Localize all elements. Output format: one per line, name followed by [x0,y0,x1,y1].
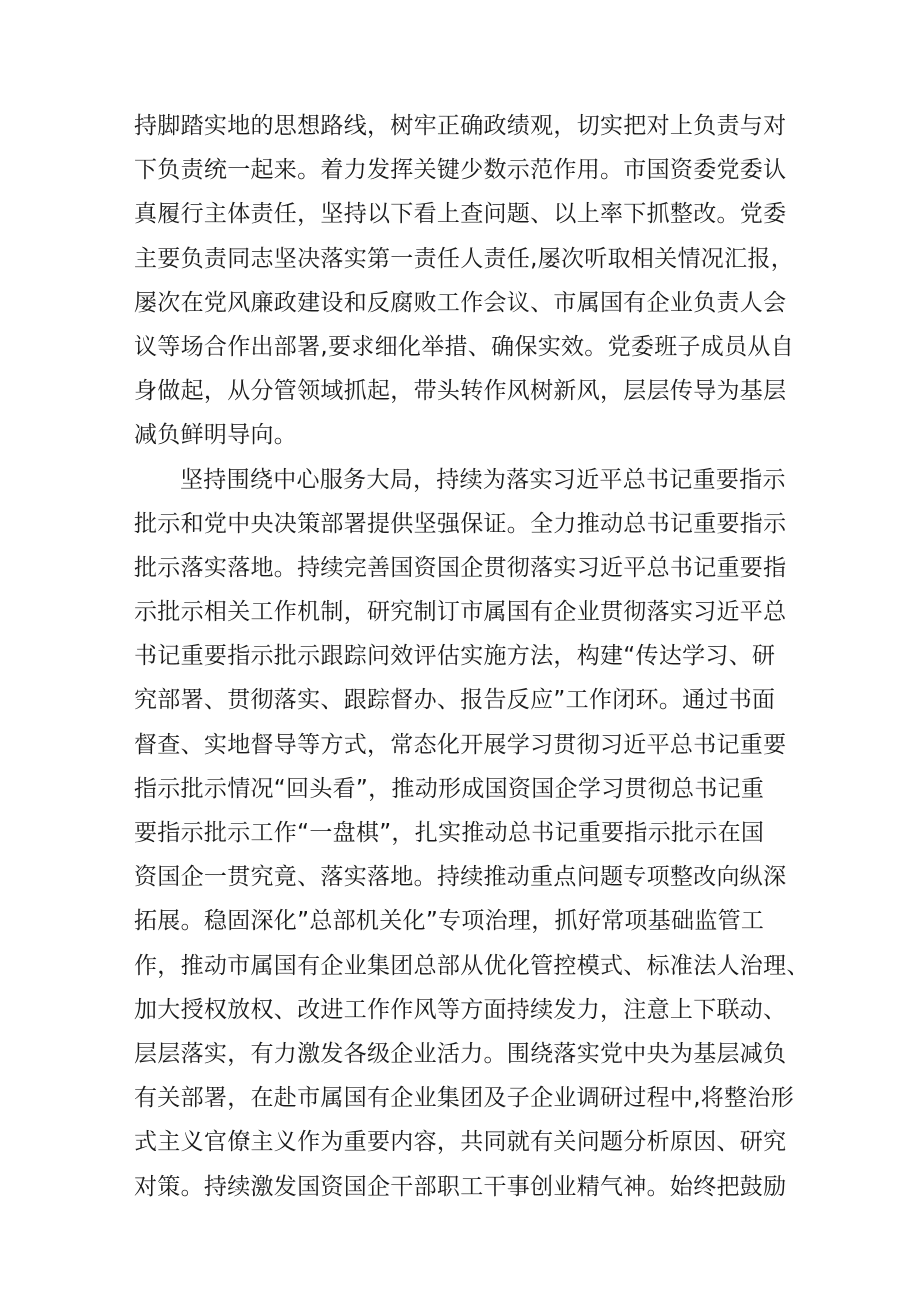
text-line-4: 主要负责同志坚决落实第一责任人责任,屡次听取相关情况汇报， [134,245,795,272]
text-line-9: 坚持围绕中心服务大局，持续为落实习近平总书记重要指示 [180,466,786,493]
text-line-21: 加大授权放权、改进工作作风等方面持续发力，注意上下联动、 [134,996,787,1023]
text-line-13: 书记重要指示批示跟踪问效评估实施方法，构建“传达学习、研 [134,643,776,670]
text-line-3: 真履行主体责任，坚持以下看上查问题、以上率下抓整改。党委 [134,201,787,228]
text-line-14: 究部署、贯彻落实、跟踪督办、报告反应”工作闭环。通过书面 [134,687,776,714]
body-text [134,104,810,1209]
text-line-6: 议等场合作出部署,要求细化举措、确保实效。党委班子成员从自 [134,333,795,360]
text-line-25: 对策。持续激发国资国企干部职工干事创业精气神。始终把鼓励 [134,1173,787,1200]
text-line-22: 层层落实，有力激发各级企业活力。围绕落实党中央为基层减负 [134,1040,787,1067]
text-line-12: 示批示相关工作机制，研究制订市属国有企业贯彻落实习近平总 [134,599,787,626]
text-line-19: 拓展。稳固深化”总部机关化”专项治理，抓好常项基础监管工 [134,908,765,935]
text-line-5: 屡次在党风廉政建设和反腐败工作会议、市属国有企业负责人会 [134,289,787,316]
text-line-2: 下负责统一起来。着力发挥关键少数示范作用。市国资委党委认 [134,157,787,184]
text-line-17: 要指示批示工作“一盘棋”，扎实推动总书记重要指示批示在国 [134,820,765,846]
text-line-7: 身做起，从分管领域抓起，带头转作风树新风，层层传导为基层 [134,378,787,405]
text-line-8: 减负鲜明导向。 [134,422,298,449]
text-line-18: 资国企一贯究竟、落实落地。持续推动重点问题专项整改向纵深 [134,864,787,891]
text-line-24: 式主义官僚主义作为重要内容，共同就有关问题分析原因、研究 [134,1129,787,1156]
text-line-10: 批示和党中央决策部署提供坚强保证。全力推动总书记重要指示 [134,510,787,537]
text-line-16: 指示批示情况“回头看”，推动形成国资国企学习贯彻总书记重 [134,775,765,802]
text-line-1: 持脚踏实地的思想路线，树牢正确政绩观，切实把对上负责与对 [134,113,787,139]
text-line-23: 有关部署，在赴市属国有企业集团及子企业调研过程中,将整治形 [134,1085,795,1112]
text-line-11: 批示落实落地。持续完善国资国企贯彻落实习近平总书记重要指 [134,554,787,581]
text-line-20: 作，推动市属国有企业集团总部从优化管控模式、标准法人治理、 [134,952,810,979]
text-line-15: 督查、实地督导等方式，常态化开展学习贯彻习近平总书记重要 [134,731,787,758]
